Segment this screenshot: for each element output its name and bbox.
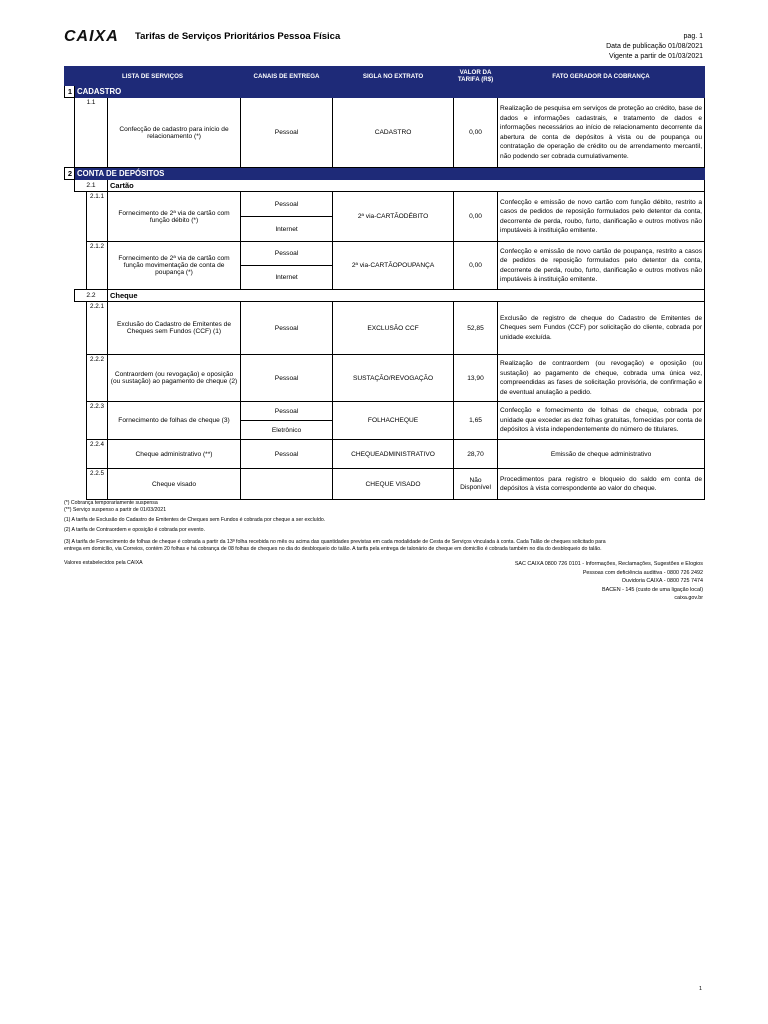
table-row <box>65 98 705 168</box>
tariff-value: 13,90 <box>454 355 498 402</box>
statement-acronym: SUSTAÇÃO/REVOGAÇÃO <box>333 355 454 402</box>
section-number: 2 <box>65 168 75 180</box>
tariff-value: 28,70 <box>454 440 498 469</box>
delivery-channel: Pessoal <box>241 242 333 266</box>
tariff-value: 0,00 <box>454 98 498 168</box>
table-row <box>65 192 705 217</box>
ombudsman-line: Ouvidoria CAIXA - 0800 725 7474 <box>621 578 703 584</box>
section-number: 1 <box>65 86 75 98</box>
site-link[interactable]: caixa.gov.br <box>674 595 703 601</box>
table-row <box>65 355 705 402</box>
table-row <box>65 242 705 266</box>
subsection-label: Cartão <box>108 180 705 192</box>
subsection-code: 2.2 <box>75 290 108 302</box>
document-title: Tarifas de Serviços Prioritários Pessoa Física <box>135 31 341 42</box>
page-indicator: pag. 1 <box>683 33 703 40</box>
contact-block <box>515 560 703 603</box>
charge-trigger: Confecção e emissão de novo cartão de poupança, restrito a casos de pedidos de reposição formulados pelo detentor da conta, decorrente de perda, roubo, furto, danificação e outros motivos não imputáveis à instituição emitente. <box>498 242 705 290</box>
charge-trigger: Exclusão de registro de cheque do Cadastro de Emitentes de Cheques sem Fundos (CCF) por solicitação do cliente, cobrada por unidade excluída. <box>498 302 705 355</box>
footnote: (3) A tarifa de Fornecimento de folhas de cheque é cobrada a partir da 13ª folha recebida no mês ou acima das quantidades previstas em cada modalidade de Cesta de Serviços vinculada à conta. Cada Talão de cheques solicitado para <box>64 539 606 545</box>
service-name: Fornecimento de 2ª via de cartão com função movimentação de conta de poupança (*) <box>108 242 241 290</box>
item-code: 1.1 <box>75 98 108 168</box>
item-code: 2.2.5 <box>87 469 108 500</box>
col-value: VALOR DA TARIFA (R$) <box>454 67 498 86</box>
charge-trigger: Realização de contraordem (ou revogação) e oposição (ou sustação) ao pagamento de cheque, cobrada uma única vez, compreendidas as fases de solicitação provisória, de confirmação e de eventual anulação a pedido. <box>498 355 705 402</box>
item-code: 2.2.3 <box>87 402 108 440</box>
statement-acronym: CHEQUE VISADO <box>333 469 454 500</box>
table-header <box>65 67 705 86</box>
delivery-channel: Eletrônico <box>241 421 333 440</box>
charge-trigger: Realização de pesquisa em serviços de proteção ao crédito, base de dados e informações cadastrais, e tratamento de dados e informações necessários ao início de relacionamento decorrente da abertura de conta de depósitos à vista ou de poupança ou contratação de operação de crédito ou de arrendamento mercantil, não podendo ser cobrada cumulativamente. <box>498 98 705 168</box>
delivery-channel: Pessoal <box>241 192 333 217</box>
statement-acronym: FOLHACHEQUE <box>333 402 454 440</box>
service-name: Exclusão do Cadastro de Emitentes de Cheques sem Fundos (CCF) (1) <box>108 302 241 355</box>
table-row <box>65 302 705 355</box>
item-code: 2.1.1 <box>87 192 108 242</box>
footnote: (**) Serviço suspenso a partir de 01/03/2021 <box>64 507 167 513</box>
page-number: 1 <box>698 986 702 992</box>
charge-trigger: Emissão de cheque administrativo <box>498 440 705 469</box>
bacen-line: BACEN - 145 (custo de uma ligação local) <box>602 586 703 593</box>
service-name: Cheque visado <box>108 469 241 500</box>
statement-acronym: CHEQUEADMINISTRATIVO <box>333 440 454 469</box>
section-row <box>65 86 705 98</box>
col-acronym: SIGLA NO EXTRATO <box>333 67 454 86</box>
footnote: (2) A tarifa de Contraordem e oposição é cobrada por evento. <box>64 527 206 533</box>
statement-acronym: CADASTRO <box>333 98 454 168</box>
delivery-channel: Pessoal <box>241 98 333 168</box>
tariff-value: 1,65 <box>454 402 498 440</box>
charge-trigger: Confecção e fornecimento de folhas de cheque, cobrada por unidade que exceder as dez folhas gratuitas, fornecidas por conta de depósitos à vista independentemente do número de titulares. <box>498 402 705 440</box>
subsection-row <box>65 290 705 302</box>
tariff-table <box>64 66 705 500</box>
item-code: 2.2.2 <box>87 355 108 402</box>
delivery-channel: Pessoal <box>241 440 333 469</box>
table-row <box>65 440 705 469</box>
footnote: (1) A tarifa de Exclusão do Cadastro de Emitentes de Cheques sem Fundos é cobrada por cheque a ser excluído. <box>64 517 326 523</box>
col-services: LISTA DE SERVIÇOS <box>65 67 241 86</box>
tariff-value: 52,85 <box>454 302 498 355</box>
subsection-label: Cheque <box>108 290 705 302</box>
footnote: entrega em domicílio, via Correios, contém 20 folhas e há cobrança de 08 folhas de cheques no dia do desbloqueio do talão. A tarifa pela entrega de talonário de cheque em domicílio é cobrada também no dia do desbloqueio do talão. <box>64 546 602 552</box>
delivery-channel: Internet <box>241 217 333 242</box>
item-code: 2.2.1 <box>87 302 108 355</box>
tariff-value: 0,00 <box>454 192 498 242</box>
tariff-value: Não Disponível <box>454 469 498 500</box>
charge-trigger: Procedimentos para registro e bloqueio do saldo em conta de depósitos à vista correspondente ao valor do cheque. <box>498 469 705 500</box>
section-label: CADASTRO <box>75 86 705 98</box>
document-meta <box>606 32 703 62</box>
col-trigger: FATO GERADOR DA COBRANÇA <box>498 67 705 86</box>
valid-from-date: Vigente a partir de 01/03/2021 <box>608 53 703 60</box>
item-code: 2.2.4 <box>87 440 108 469</box>
section-label: CONTA DE DEPÓSITOS <box>75 168 705 180</box>
charge-trigger: Confecção e emissão de novo cartão com função débito, restrito a casos de pedidos de reposição formulados pelo detentor da conta, decorrente de perda, roubo, furto, danificação e outros motivos não imputáveis à instituição emitente. <box>498 192 705 242</box>
delivery-channel: Pessoal <box>241 355 333 402</box>
caixa-logo: CAIXA <box>64 28 119 45</box>
publication-date: Data de publicação 01/08/2021 <box>606 43 703 50</box>
sac-line: SAC CAIXA 0800 726 0101 - Informações, Reclamações, Sugestões e Elogios <box>514 561 703 567</box>
service-name: Cheque administrativo (**) <box>108 440 241 469</box>
service-name: Contraordem (ou revogação) e oposição (ou sustação) ao pagamento de cheque (2) <box>108 355 241 402</box>
values-note: Valores estabelecidos pela CAIXA <box>64 560 143 566</box>
table-row <box>65 402 705 421</box>
delivery-channel: Pessoal <box>241 402 333 421</box>
col-channels: CANAIS DE ENTREGA <box>241 67 333 86</box>
statement-acronym: EXCLUSÃO CCF <box>333 302 454 355</box>
table-row <box>65 469 705 500</box>
deficiency-line: Pessoas com deficiência auditiva - 0800 726 2492 <box>582 569 703 576</box>
section-row <box>65 168 705 180</box>
item-code: 2.1.2 <box>87 242 108 290</box>
tariff-value: 0,00 <box>454 242 498 290</box>
footnote: (*) Cobrança temporariamente suspensa <box>64 500 158 506</box>
service-name: Confecção de cadastro para início de relacionamento (*) <box>108 98 241 168</box>
statement-acronym: 2ª via-CARTÃOPOUPANÇA <box>333 242 454 290</box>
delivery-channel: Pessoal <box>241 302 333 355</box>
delivery-channel: Internet <box>241 266 333 290</box>
subsection-row <box>65 180 705 192</box>
service-name: Fornecimento de 2ª via de cartão com função débito (*) <box>108 192 241 242</box>
statement-acronym: 2ª via-CARTÃODÉBITO <box>333 192 454 242</box>
subsection-code: 2.1 <box>75 180 108 192</box>
delivery-channel <box>241 469 333 500</box>
service-name: Fornecimento de folhas de cheque (3) <box>108 402 241 440</box>
